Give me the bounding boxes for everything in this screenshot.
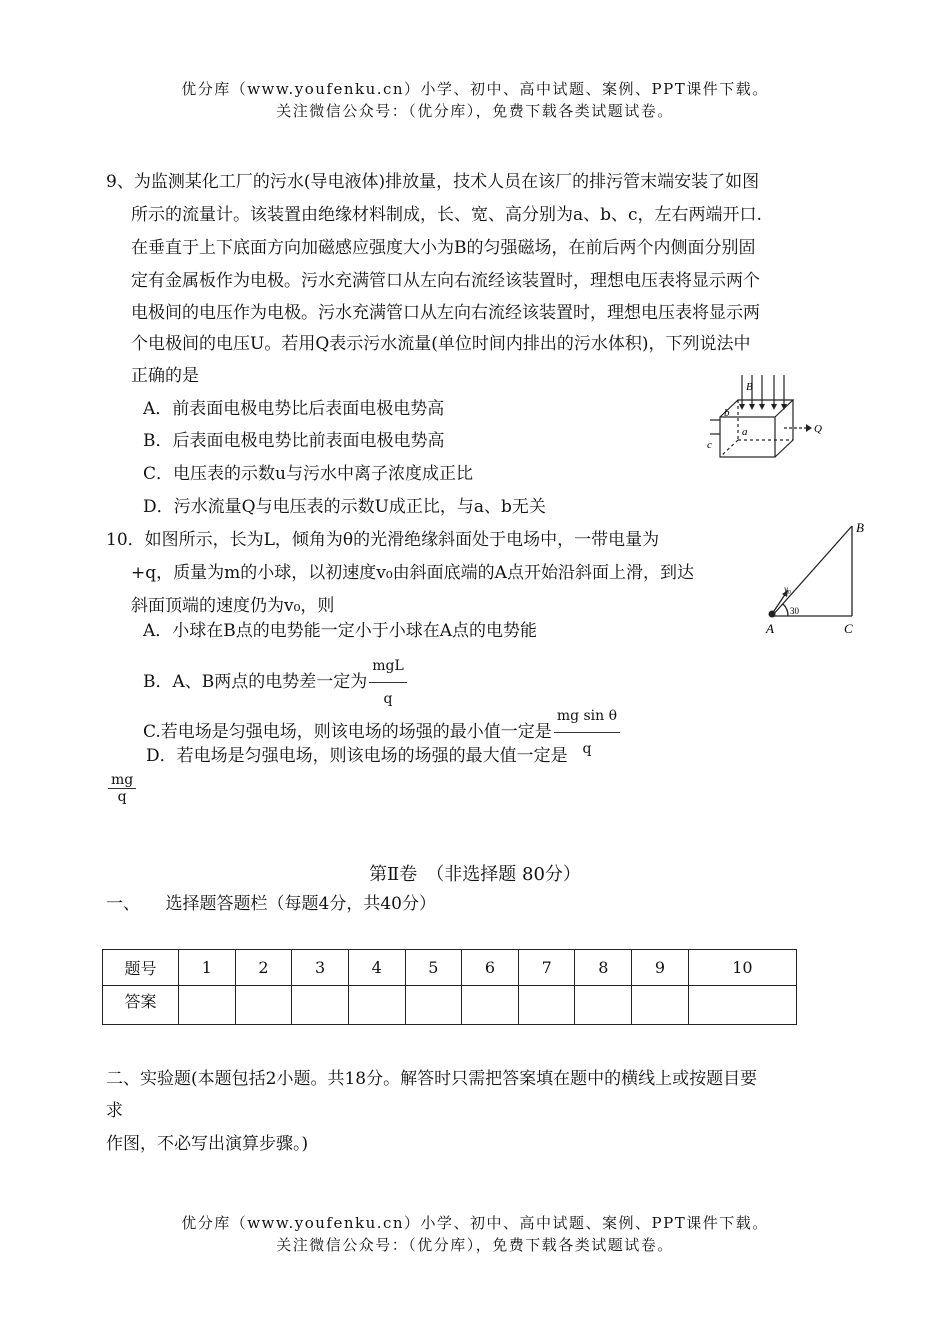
fraction-numerator: mgL	[369, 650, 407, 683]
q9-option-c: C．电压表的示数u与污水中离子浓度成正比	[143, 464, 473, 484]
q9-line: 电极间的电压作为电极。污水充满管口从左向右流经该装置时，理想电压表将显示两	[131, 303, 760, 323]
header-line-1: 优分库（www.youfenku.cn）小学、初中、高中试题、案例、PPT课件下载。	[181, 80, 769, 98]
flow-meter-figure	[702, 372, 827, 467]
table-cell: 9	[632, 950, 689, 986]
q10-option-a: A．小球在B点的电势能一定小于小球在A点的电势能	[143, 621, 538, 641]
answer-cell-5[interactable]	[405, 986, 462, 1025]
answer-cell-6[interactable]	[462, 986, 519, 1025]
table-cell: 10	[688, 950, 796, 986]
table-cell: 4	[348, 950, 405, 986]
angle-label: 30	[790, 606, 799, 616]
q10-option-d-fraction	[106, 772, 136, 805]
incline-figure	[762, 518, 870, 640]
velocity-label: v₀	[784, 584, 792, 594]
q10-option-d: D．若电场是匀强电场，则该电场的场强的最大值一定是	[146, 746, 568, 766]
q10-line: +q，质量为m的小球，以初速度v₀由斜面底端的A点开始沿斜面上滑，到达	[131, 563, 694, 583]
q10-line: 10．如图所示，长为L，倾角为θ的光滑绝缘斜面处于电场中，一带电量为	[106, 530, 660, 550]
fraction-denominator: q	[383, 691, 393, 707]
q9-option-b: B．后表面电极电势比前表面电极电势高	[143, 431, 445, 451]
point-B-label: B	[856, 520, 864, 535]
answer-cell-4[interactable]	[348, 986, 405, 1025]
table-cell: 1	[179, 950, 236, 986]
fraction-numerator: mg sin θ	[554, 700, 620, 733]
section2-line-2: 求	[106, 1101, 123, 1121]
q9-line: 个电极间的电压U。若用Q表示污水流量(单位时间内排出的污水体积)，下列说法中	[131, 334, 751, 354]
fraction-mg-over-q	[108, 772, 136, 805]
table-cell: 6	[462, 950, 519, 986]
answer-table-row-answers	[103, 986, 797, 1025]
answer-cell-8[interactable]	[575, 986, 632, 1025]
q9-line: 所示的流量计。该装置由绝缘材料制成，长、宽、高分别为a、b、c，左右两端开口.	[131, 205, 762, 225]
table-header-number: 题号	[103, 950, 179, 986]
fraction-denominator: q	[582, 741, 592, 757]
table-cell: 3	[292, 950, 349, 986]
answer-cell-1[interactable]	[179, 986, 236, 1025]
q9-option-a: A．前表面电极电势比后表面电极电势高	[143, 399, 445, 419]
footer-line-1: 优分库（www.youfenku.cn）小学、初中、高中试题、案例、PPT课件下载。	[181, 1214, 769, 1232]
answer-table	[102, 949, 797, 1025]
figure-label-b: b	[724, 407, 730, 419]
section2-line-1: 二、实验题(本题包括2小题。共18分。解答时只需把答案填在题中的横线上或按题目要	[106, 1069, 758, 1089]
table-cell: 7	[518, 950, 575, 986]
q10-line: 斜面顶端的速度仍为v₀，则	[131, 596, 335, 616]
answer-cell-3[interactable]	[292, 986, 349, 1025]
table-cell: 2	[235, 950, 292, 986]
table-cell: 8	[575, 950, 632, 986]
figure-label-B: B	[746, 381, 753, 393]
answer-table-row-numbers	[103, 950, 797, 986]
q9-line: 正确的是	[131, 366, 199, 386]
q9-line: 定有金属板作为电极。污水充满管口从左向右流经该装置时，理想电压表将显示两个	[131, 271, 760, 291]
header-line-2: 关注微信公众号：（优分库），免费下载各类试题试卷。	[276, 102, 674, 120]
section1-heading: 一、 选择题答题栏（每题4分，共40分）	[106, 894, 436, 914]
answer-cell-9[interactable]	[632, 986, 689, 1025]
section2-line-3: 作图，不必写出演算步骤。)	[106, 1134, 309, 1154]
q10-option-b-text: B．A、B两点的电势差一定为	[143, 672, 368, 692]
part2-title: 第Ⅱ卷 （非选择题 80分）	[369, 864, 581, 885]
answer-cell-2[interactable]	[235, 986, 292, 1025]
table-cell: 5	[405, 950, 462, 986]
q9-line: 9、为监测某化工厂的污水(导电液体)排放量，技术人员在该厂的排污管末端安装了如图	[106, 172, 760, 192]
q10-option-c-text: C.若电场是匀强电场，则该电场的场强的最小值一定是	[143, 722, 552, 742]
point-C-label: C	[844, 621, 853, 636]
point-A-label: A	[766, 621, 774, 636]
fraction-numerator: mg	[108, 772, 136, 789]
figure-label-c: c	[707, 439, 712, 451]
answer-cell-7[interactable]	[518, 986, 575, 1025]
figure-label-Q: Q	[814, 423, 822, 435]
fraction-denominator: q	[117, 789, 127, 805]
q9-option-d: D．污水流量Q与电压表的示数U成正比，与a、b无关	[143, 497, 546, 517]
footer-line-2: 关注微信公众号：（优分库），免费下载各类试题试卷。	[276, 1236, 674, 1254]
figure-label-a: a	[742, 426, 748, 438]
table-header-answer: 答案	[103, 986, 179, 1025]
q9-line: 在垂直于上下底面方向加磁感应强度大小为B的匀强磁场，在前后两个内侧面分别固	[131, 238, 756, 258]
answer-cell-10[interactable]	[688, 986, 796, 1025]
